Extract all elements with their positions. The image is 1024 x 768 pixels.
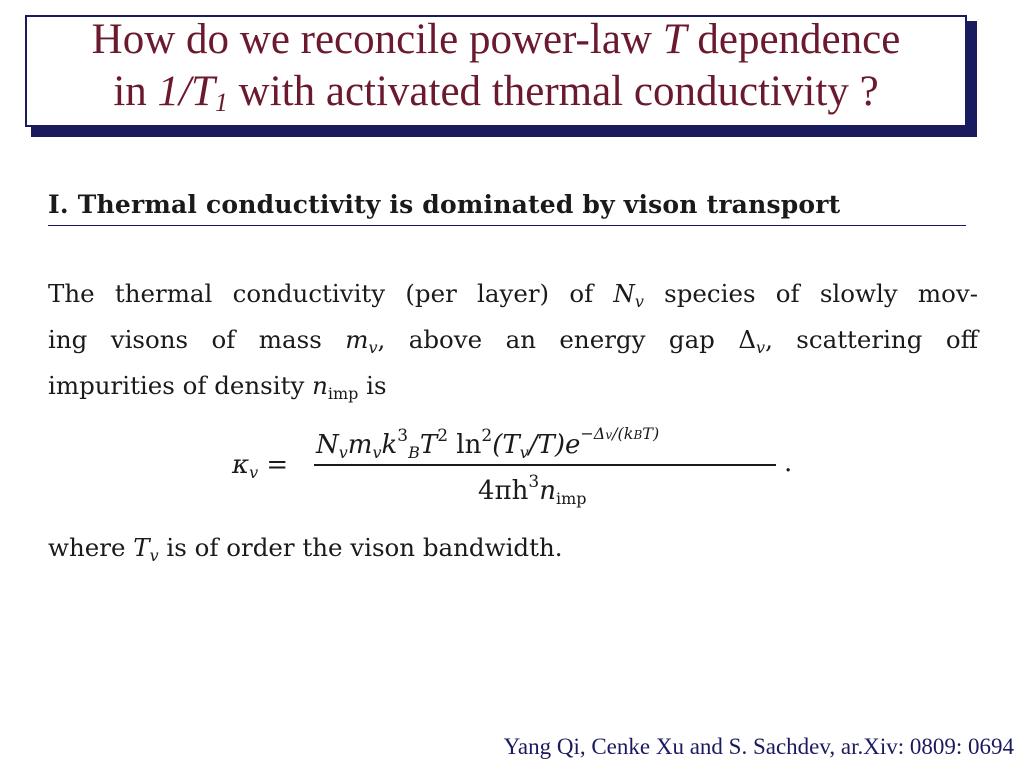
equation-lhs: $\kappa_v$ = xyxy=(232,450,289,482)
paragraph-line-1: The thermal conductivity (per layer) of $N_v$ species of slowly mov- xyxy=(48,279,978,311)
slide-title xyxy=(25,15,967,127)
paper-excerpt xyxy=(48,190,978,226)
section-heading: I. Thermal conductivity is dominated by vison transport xyxy=(48,190,966,226)
where-clause: where $T_v$ is of order the vison bandwidth. xyxy=(48,533,563,565)
body-paragraph xyxy=(48,275,978,413)
equation-denominator: $4\pi h^3nimp$ xyxy=(478,472,587,508)
equation-period: . xyxy=(784,448,793,478)
title-line-2: in $1/T_1$ with activated thermal conductivity ? xyxy=(113,67,879,117)
paragraph-line-2: ing visons of mass $m_v$, above an energy gap $\Delta_v$, scattering off xyxy=(48,325,979,357)
citation: Yang Qi, Cenke Xu and S. Sachdev, ar.Xiv: 0809: 0694 xyxy=(503,734,1014,759)
title-line-1: How do we reconcile power-law T dependence xyxy=(91,15,901,63)
fraction-bar xyxy=(314,464,776,466)
equation-numerator: $N_vm_vk^3_BT^2$ $\ln^2(T_v/T)e^{-\Delta v/(kBT)}$ xyxy=(316,424,660,462)
paragraph-line-3: impurities of density $n_{imp}$ is xyxy=(48,371,387,403)
